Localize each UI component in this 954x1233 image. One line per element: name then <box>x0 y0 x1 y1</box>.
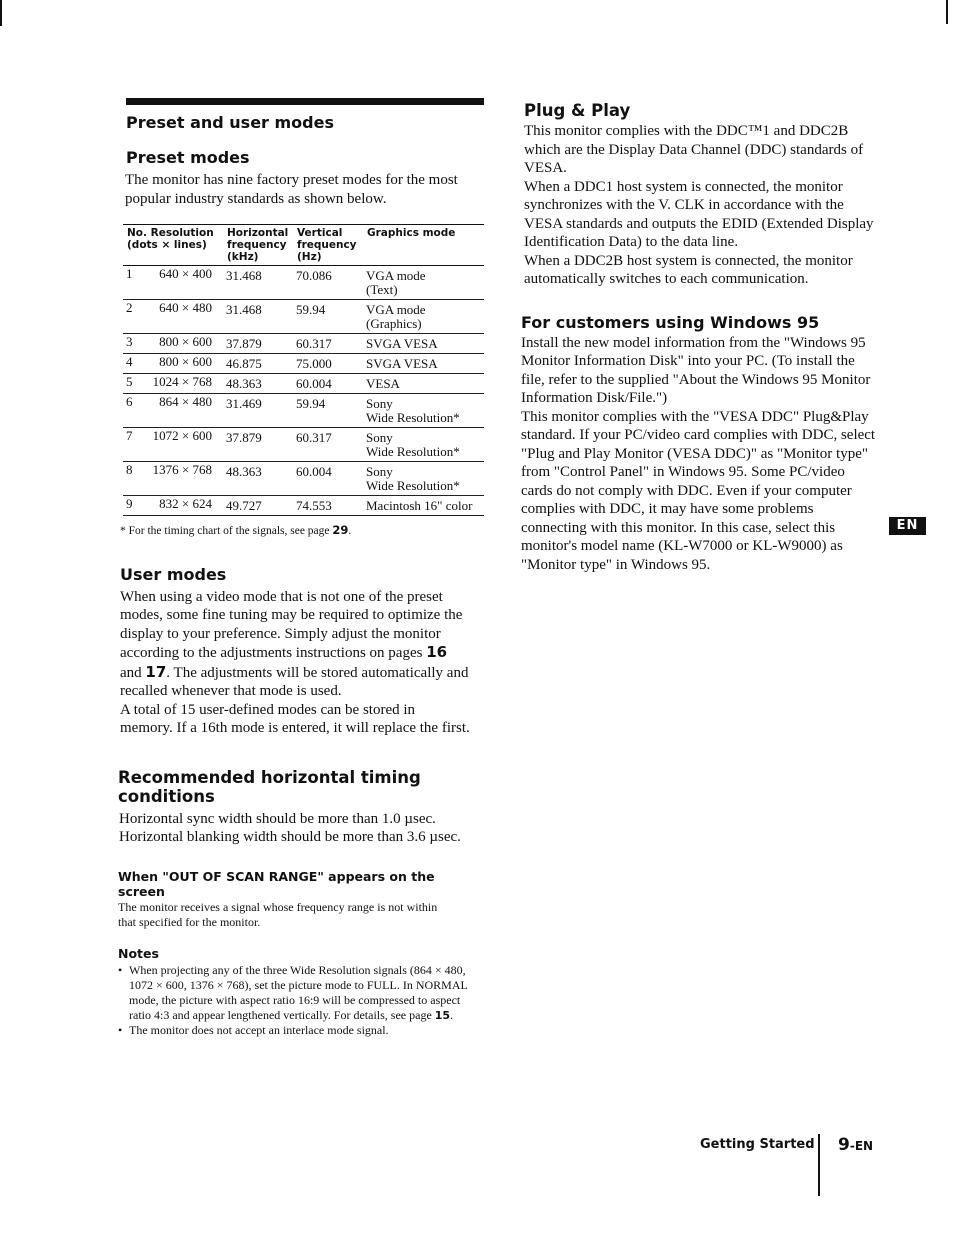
cell-horizontal: 48.363 <box>223 374 293 394</box>
graphics-mode-line-1: Sony <box>366 464 393 479</box>
cell-vertical: 60.004 <box>293 374 363 394</box>
cell-no-resolution <box>123 394 223 428</box>
user-p1-and: and <box>120 664 146 681</box>
footnote-page-ref: 29 <box>332 523 349 537</box>
cell-horizontal: 37.879 <box>223 334 293 354</box>
cell-resolution: 864 × 480 <box>159 394 212 409</box>
cell-vertical: 59.94 <box>293 394 363 428</box>
table-row <box>123 374 484 394</box>
graphics-mode-line-2: Wide Resolution* <box>366 410 460 425</box>
timing-para-2: Horizontal blanking width should be more than 3.6 µsec. <box>119 829 461 845</box>
plug-para-3: When a DDC2B host system is connected, the monitor automatically switches to each communication. <box>524 252 853 287</box>
cell-resolution: 832 × 624 <box>159 496 212 511</box>
table-header-row <box>123 225 484 266</box>
table-row <box>123 496 484 516</box>
table-row <box>123 334 484 354</box>
col-header-no-resolution <box>123 225 223 266</box>
cell-vertical: 60.317 <box>293 428 363 462</box>
header-no: No. <box>127 227 147 239</box>
edge-mark-left <box>0 0 2 26</box>
cell-graphics-mode <box>363 334 484 354</box>
col-header-graphics: Graphics mode <box>363 225 484 266</box>
table-body <box>123 266 484 516</box>
cell-horizontal: 46.875 <box>223 354 293 374</box>
table-row <box>123 428 484 462</box>
cell-horizontal: 49.727 <box>223 496 293 516</box>
cell-graphics-mode <box>363 394 484 428</box>
cell-no-resolution <box>123 300 223 334</box>
page-ref-17: 17 <box>145 662 167 681</box>
cell-graphics-mode <box>363 354 484 374</box>
section-title: Preset and user modes <box>126 113 334 132</box>
notes-heading: Notes <box>118 945 159 961</box>
cell-vertical: 59.94 <box>293 300 363 334</box>
right-column <box>519 98 881 574</box>
user-modes-heading: User modes <box>120 564 227 584</box>
graphics-mode-line-1: VGA mode <box>366 302 426 317</box>
page-ref-15: 15 <box>434 1009 451 1023</box>
header-resolution: Resolution (dots × lines) <box>127 227 214 251</box>
language-badge-en: EN <box>889 517 926 535</box>
cell-graphics-mode <box>363 300 484 334</box>
page-number: 9 <box>838 1135 850 1155</box>
left-column <box>118 98 484 1039</box>
table-row <box>123 394 484 428</box>
page-ref-16: 16 <box>426 643 448 661</box>
graphics-mode-line-2: Wide Resolution* <box>366 478 460 493</box>
windows95-para-1: Install the new model information from the "Windows 95 Monitor Information Disk" into your PC. (To install the file, refer to the supplied "About the Windows 95 Monitor Information Disk/File.") <box>521 334 871 406</box>
cell-no-resolution <box>123 266 223 300</box>
cell-no: 4 <box>126 354 133 369</box>
user-modes-para-1 <box>120 588 470 701</box>
cell-no-resolution <box>123 354 223 374</box>
note-item-2: • The monitor does not accept an interlace mode signal. <box>118 1023 470 1038</box>
windows95-heading: For customers using Windows 95 <box>521 312 820 332</box>
col-header-horizontal: Horizontal frequency (kHz) <box>223 225 293 266</box>
cell-horizontal: 31.468 <box>223 300 293 334</box>
user-p1-text: When using a video mode that is not one of the preset modes, some fine tuning may be required to optimize the display to your preference. Simply adjust the monitor according to the adjustments instructions on pages <box>120 588 463 661</box>
table-footnote <box>120 521 484 541</box>
edge-mark-right <box>946 0 948 24</box>
note-item-1 <box>118 963 470 1024</box>
cell-horizontal: 37.879 <box>223 428 293 462</box>
cell-no-resolution <box>123 428 223 462</box>
preset-modes-table <box>123 224 484 516</box>
footer-divider <box>818 1134 820 1196</box>
cell-no: 3 <box>126 334 133 349</box>
cell-no-resolution <box>123 334 223 354</box>
plug-para-2: When a DDC1 host system is connected, the monitor synchronizes with the V. CLK in accordance with the VESA standards and outputs the EDID (Extended Display Identification Data) to the data line. <box>524 178 874 250</box>
cell-resolution: 640 × 480 <box>159 300 212 315</box>
graphics-mode-line-2: (Text) <box>366 282 398 297</box>
note-1-text: When projecting any of the three Wide Resolution signals (864 × 480, 1072 × 600, 1376 × 768), set the picture mode to FULL. In NORMAL mode, the picture with aspect ratio 16:9 will be compressed to aspect ratio 4:3 and appear lengthened vertically. For details, see page <box>129 962 468 1023</box>
cell-no-resolution <box>123 374 223 394</box>
graphics-mode-line-1: VESA <box>366 376 400 391</box>
section-rule <box>126 98 484 105</box>
table-row <box>123 354 484 374</box>
cell-no: 1 <box>126 266 133 281</box>
graphics-mode-line-1: VGA mode <box>366 268 426 283</box>
user-p1-end: . The adjustments will be stored automatically and recalled whenever that mode is used. <box>120 664 469 699</box>
table-row <box>123 266 484 300</box>
out-of-range-heading: When "OUT OF SCAN RANGE" appears on the screen <box>118 868 435 899</box>
plug-para-1: This monitor complies with the DDC™1 and DDC2B which are the Display Data Channel (DDC) standards of VESA. <box>524 123 864 176</box>
cell-horizontal: 31.469 <box>223 394 293 428</box>
cell-resolution: 640 × 400 <box>159 266 212 281</box>
cell-horizontal: 48.363 <box>223 462 293 496</box>
cell-graphics-mode <box>363 428 484 462</box>
footnote-text: * For the timing chart of the signals, see page <box>120 525 333 537</box>
preset-intro: The monitor has nine factory preset modes for the most popular industry standards as shown below. <box>125 172 458 207</box>
cell-resolution: 1024 × 768 <box>152 374 212 389</box>
graphics-mode-line-2: (Graphics) <box>366 316 422 331</box>
cell-vertical: 60.317 <box>293 334 363 354</box>
graphics-mode-line-1: Macintosh 16" color <box>366 498 473 513</box>
footnote-end: . <box>348 525 352 537</box>
cell-graphics-mode <box>363 266 484 300</box>
timing-heading: Recommended horizontal timing conditions <box>118 767 421 806</box>
user-modes-para-2: A total of 15 user-defined modes can be stored in memory. If a 16th mode is entered, it will replace the first. <box>120 701 470 736</box>
cell-no: 8 <box>126 462 133 477</box>
cell-no: 9 <box>126 496 133 511</box>
notes-list <box>118 963 470 1039</box>
page-suffix: -EN <box>849 1139 874 1153</box>
cell-horizontal: 31.468 <box>223 266 293 300</box>
cell-graphics-mode <box>363 496 484 516</box>
col-header-vertical: Vertical frequency (Hz) <box>293 225 363 266</box>
windows95-para-2: This monitor complies with the "VESA DDC" Plug&Play standard. If your PC/video card complies with DDC, select "Plug and Play Monitor (VESA DDC)" as "Monitor type" from "Control Panel" in Windows 95. Some PC/video cards do not comply with DDC. Even if your computer complies with DDC, it may have some problems connecting with this monitor. In this case, select this monitor's model name (KL-W7000 or KL-W9000) as "Monitor type" in Windows 95. <box>521 408 876 573</box>
table-row <box>123 462 484 496</box>
graphics-mode-line-1: SVGA VESA <box>366 336 438 351</box>
graphics-mode-line-1: SVGA VESA <box>366 356 438 371</box>
cell-no: 2 <box>126 300 133 315</box>
graphics-mode-line-2: Wide Resolution* <box>366 444 460 459</box>
cell-vertical: 60.004 <box>293 462 363 496</box>
cell-graphics-mode <box>363 462 484 496</box>
graphics-mode-line-1: Sony <box>366 430 393 445</box>
timing-para-1: Horizontal sync width should be more than 1.0 µsec. <box>119 810 436 827</box>
cell-no: 6 <box>126 394 133 409</box>
cell-resolution: 800 × 600 <box>159 334 212 349</box>
footer-page-number <box>838 1135 873 1155</box>
plug-and-play-heading: Plug & Play <box>524 101 631 120</box>
cell-no-resolution <box>123 496 223 516</box>
out-of-range-text: The monitor receives a signal whose frequency range is not within that specified for the monitor. <box>118 899 438 929</box>
note-1-end: . <box>450 1008 454 1023</box>
cell-no: 5 <box>126 374 133 389</box>
cell-resolution: 800 × 600 <box>159 354 212 369</box>
footer-section-label: Getting Started <box>700 1137 815 1152</box>
cell-vertical: 75.000 <box>293 354 363 374</box>
graphics-mode-line-1: Sony <box>366 396 393 411</box>
cell-no: 7 <box>126 428 133 443</box>
cell-resolution: 1376 × 768 <box>152 462 212 477</box>
table-row <box>123 300 484 334</box>
cell-no-resolution <box>123 462 223 496</box>
cell-graphics-mode <box>363 374 484 394</box>
cell-resolution: 1072 × 600 <box>152 428 212 443</box>
cell-vertical: 74.553 <box>293 496 363 516</box>
cell-vertical: 70.086 <box>293 266 363 300</box>
preset-modes-heading: Preset modes <box>126 148 250 167</box>
